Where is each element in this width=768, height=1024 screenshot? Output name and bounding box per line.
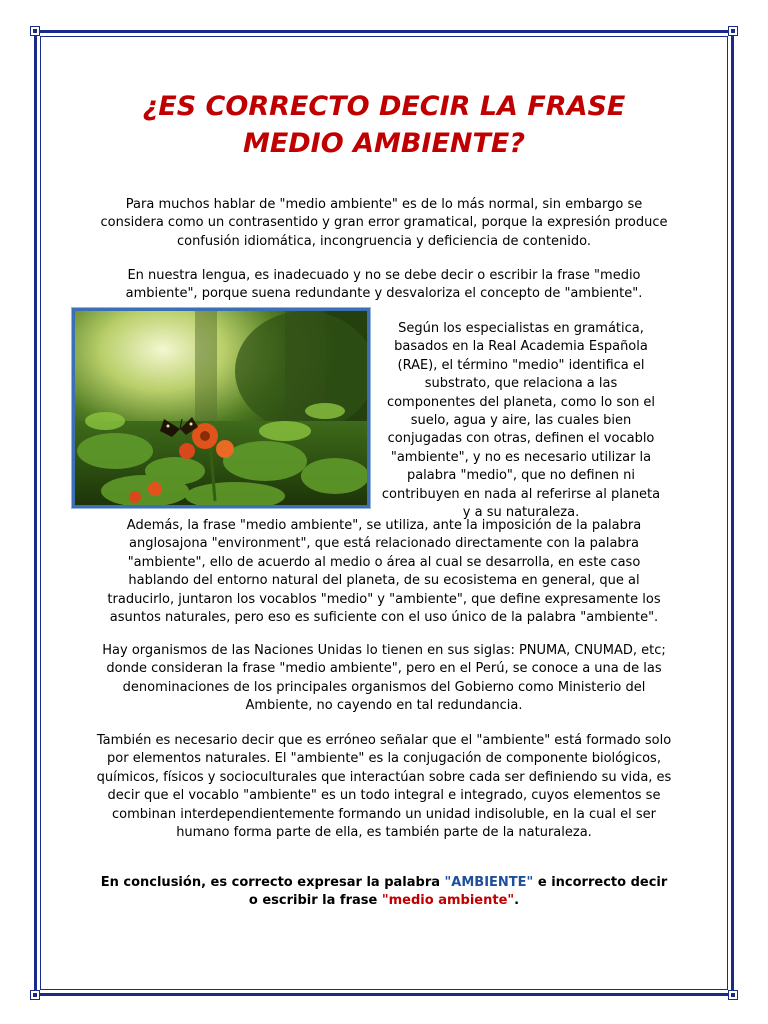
border-corner-ornament	[728, 990, 738, 1000]
nature-photo	[72, 308, 370, 508]
highlight-ambiente: "AMBIENTE"	[444, 875, 534, 890]
paragraph-rae: Según los especialistas en gramática, basados en la Real Academia Española (RAE), el término "medio" identifica el substrato, que relaciona a las componentes del planeta, como lo son el suelo, agua y aire, las cuales bien conjugadas con otras, definen el vocablo "ambiente", y no es necesario utilizar la palabra "medio", que no definen ni contribuyen en nada al referirse al planeta y a su naturaleza.	[381, 321, 661, 521]
conclusion-text-2: e incorrecto decir o escribir la frase	[248, 875, 668, 909]
butterfly-on-flowers-photo	[75, 311, 367, 505]
paragraph-elementos: También es necesario decir que es erróneo señalar que el "ambiente" está formado solo por elementos naturales. El "ambiente" es la conjugación de componente biológicos, químicos, físicos y socioculturales que interactúan sobre cada ser definiendo su vida, es decir que el vocablo "ambiente" es un todo integral e integrado, cuyos elementos se combinan interdependientemente formando un unidad indisoluble, en la cual el ser humano forma parte de ella, es también parte de la naturaleza.	[96, 733, 672, 841]
paragraph-conclusion	[96, 874, 672, 911]
conclusion-text-3: .	[514, 893, 520, 909]
title-line-1: ¿ES CORRECTO DECIR LA FRASE	[142, 91, 626, 122]
highlight-medio-ambiente: "medio ambiente"	[381, 893, 515, 909]
title-line-2: MEDIO AMBIENTE?	[242, 128, 526, 159]
border-corner-ornament	[30, 990, 40, 1000]
page-title	[60, 88, 708, 162]
paragraph-intro: Para muchos hablar de "medio ambiente" es de lo más normal, sin embargo se considera como un contrasentido y gran error gramatical, porque la expresión produce confusión idiomática, incongruencia y deficiencia de contenido.	[100, 197, 668, 249]
border-corner-ornament	[728, 26, 738, 36]
paragraph-naciones-unidas: Hay organismos de las Naciones Unidas lo tienen en sus siglas: PNUMA, CNUMAD, etc; donde consideran la frase "medio ambiente", pero en el Perú, se conoce a una de las denominaciones de los principales organismos del Gobierno como Ministerio del Ambiente, no cayendo en tal redundancia.	[102, 643, 666, 714]
conclusion-text-1: En conclusión, es correcto expresar la palabra	[100, 875, 445, 890]
border-corner-ornament	[30, 26, 40, 36]
paragraph-environment: Además, la frase "medio ambiente", se utiliza, ante la imposición de la palabra anglosajona "environment", que está relacionado directamente con la palabra "ambiente", ello de acuerdo al medio o área al cual se desarrolla, en este caso hablando del entorno natural del planeta, de su ecosistema en general, que al traducirlo, juntaron los vocablos "medio" y "ambiente", que define expresamente los asuntos naturales, pero eso es suficiente con el uso único de la palabra "ambiente".	[107, 518, 661, 626]
paragraph-lengua: En nuestra lengua, es inadecuado y no se debe decir o escribir la frase "medio ambiente", porque suena redundante y desvaloriza el concepto de "ambiente".	[125, 268, 643, 302]
